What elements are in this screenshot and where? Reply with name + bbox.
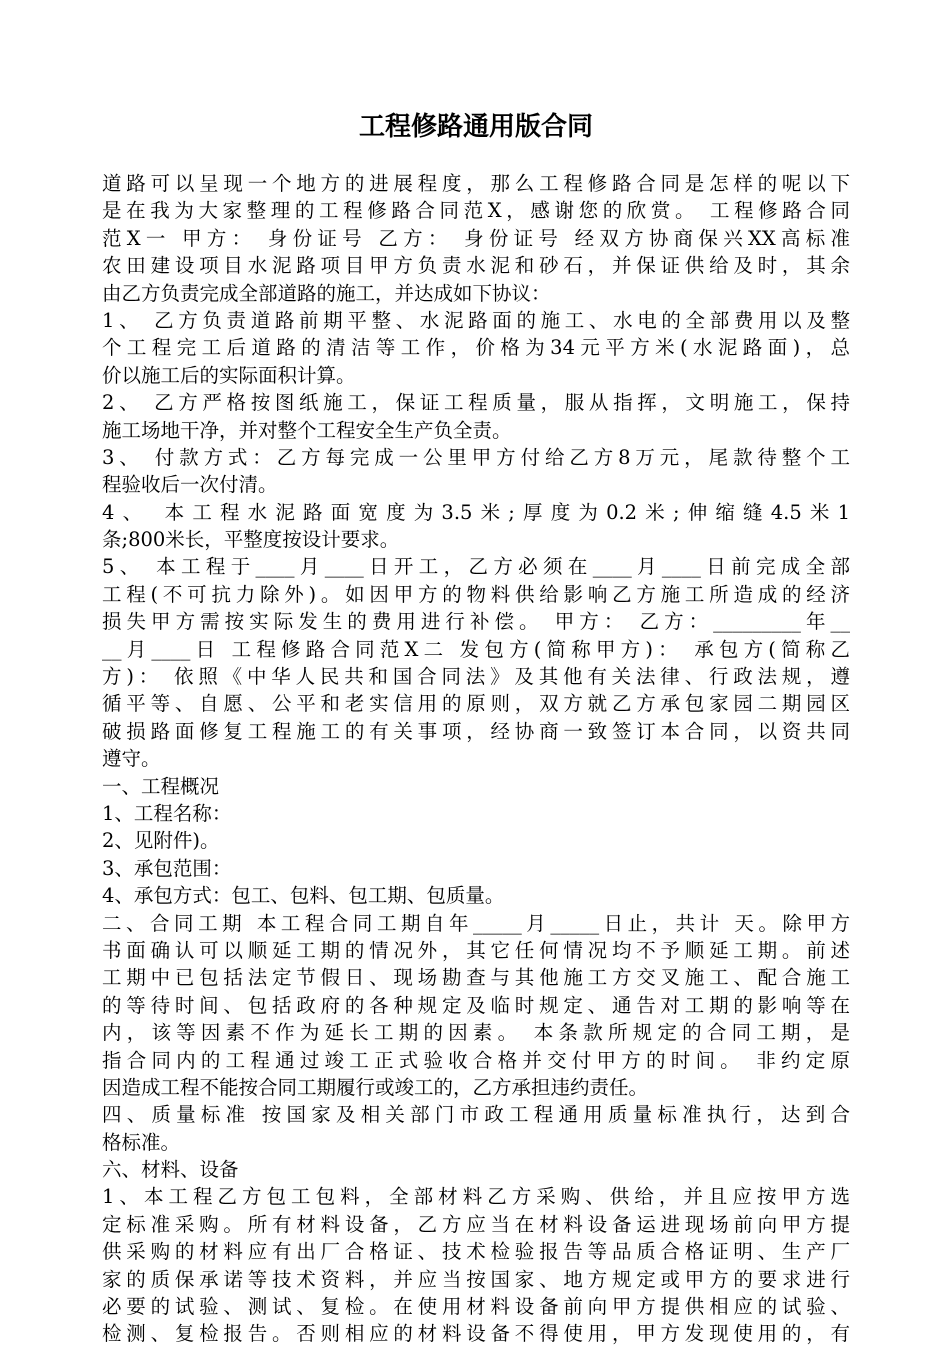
body-line: 1、本工程乙方包工包料，全部材料乙方采购、供给，并且应按甲方选 — [102, 1185, 850, 1209]
body-line: 1、 乙方负责道路前期平整、水泥路面的施工、水电的全部费用以及整 — [102, 308, 850, 332]
document-page — [102, 0, 850, 1344]
body-line: 个工程完工后道路的清洁等工作，价格为34元平方米(水泥路面)，总 — [102, 336, 850, 360]
body-line: 格标准。 — [102, 1130, 181, 1154]
body-line: 因造成工程不能按合同工期履行或竣工的，乙方承担违约责任。 — [102, 1075, 649, 1099]
body-line: __月____日 工程修路合同范X二 发包方(简称甲方)： 承包方(简称乙 — [102, 637, 850, 661]
body-line: 家的质保承诺等技术资料，并应当按国家、地方规定或甲方的要求进行 — [102, 1267, 850, 1291]
body-line: 六、材料、设备 — [102, 1158, 239, 1182]
document-title: 工程修路通用版合同 — [358, 112, 593, 142]
body-line: 破损路面修复工程施工的有关事项，经协商一致签订本合同，以资共同 — [102, 719, 850, 743]
body-line: 条;800米长，平整度按设计要求。 — [102, 528, 400, 552]
body-line: 检测、复检报告。否则相应的材料设备不得使用，甲方发现使用的，有 — [102, 1322, 850, 1346]
body-line: 工期中已包括法定节假日、现场勘查与其他施工方交叉施工、配合施工 — [102, 966, 850, 990]
body-line: 的等待时间、包括政府的各种规定及临时规定、通告对工期的影响等在 — [102, 993, 850, 1017]
body-line: 定标准采购。所有材料设备，乙方应当在材料设备运进现场前向甲方提 — [102, 1212, 850, 1236]
body-line: 供采购的材料应有出厂合格证、技术检验报告等品质合格证明、生产厂 — [102, 1240, 850, 1264]
document-body — [102, 170, 850, 1348]
body-line: 2、 乙方严格按图纸施工，保证工程质量，服从指挥，文明施工，保持 — [102, 391, 850, 415]
body-line: 二、合同工期 本工程合同工期自年_____月_____日止，共计 天。除甲方 — [102, 911, 850, 935]
body-line: 指合同内的工程通过竣工正式验收合格并交付甲方的时间。 非约定原 — [102, 1048, 850, 1072]
body-line: 损失甲方需按实际发生的费用进行补偿。 甲方： 乙方：_________年__ — [102, 610, 850, 634]
body-line: 4、承包方式：包工、包料、包工期、包质量。 — [102, 884, 505, 908]
body-line: 遵守。 — [102, 747, 161, 771]
body-line: 程验收后一次付清。 — [102, 473, 278, 497]
body-line: 4、 本工程水泥路面宽度为3.5米;厚度为0.2米;伸缩缝4.5米1 — [102, 500, 850, 524]
body-line: 必要的试验、测试、复检。在使用材料设备前向甲方提供相应的试验、 — [102, 1295, 850, 1319]
body-line: 是在我为大家整理的工程修路合同范X，感谢您的欣赏。 工程修路合同 — [102, 199, 850, 223]
body-line: 3、 付款方式：乙方每完成一公里甲方付给乙方8万元，尾款待整个工 — [102, 445, 850, 469]
body-line: 道路可以呈现一个地方的进展程度，那么工程修路合同是怎样的呢以下 — [102, 172, 850, 195]
body-line: 5、 本工程于____月____日开工，乙方必须在____月____日前完成全部 — [102, 555, 850, 579]
body-line: 范X一 甲方： 身份证号 乙方： 身份证号 经双方协商保兴XX高标准 — [102, 226, 850, 250]
body-line: 3、承包范围： — [102, 856, 232, 880]
body-line: 1、工程名称： — [102, 801, 232, 825]
body-line: 一、工程概况 — [102, 774, 220, 798]
body-line: 四、质量标准 按国家及相关部门市政工程通用质量标准执行，达到合 — [102, 1103, 850, 1127]
body-line: 书面确认可以顺延工期的情况外，其它任何情况均不予顺延工期。前述 — [102, 938, 850, 962]
body-line: 价以施工后的实际面积计算。 — [102, 363, 356, 387]
body-line: 工程(不可抗力除外)。如因甲方的物料供给影响乙方施工所造成的经济 — [102, 582, 850, 606]
body-line: 内，该等因素不作为延长工期的因素。 本条款所规定的合同工期，是 — [102, 1021, 850, 1045]
body-line: 循平等、自愿、公平和老实信用的原则，双方就乙方承包家园二期园区 — [102, 692, 850, 716]
body-line: 施工场地干净，并对整个工程安全生产负全责。 — [102, 418, 512, 442]
body-line: 2、见附件)。 — [102, 829, 220, 853]
body-line: 方)： 依照《中华人民共和国合同法》及其他有关法律、行政法规，遵 — [102, 665, 850, 689]
body-line: 由乙方负责完成全部道路的施工，并达成如下协议： — [102, 281, 551, 305]
body-line: 农田建设项目水泥路项目甲方负责水泥和砂石，并保证供给及时，其余 — [102, 254, 850, 278]
